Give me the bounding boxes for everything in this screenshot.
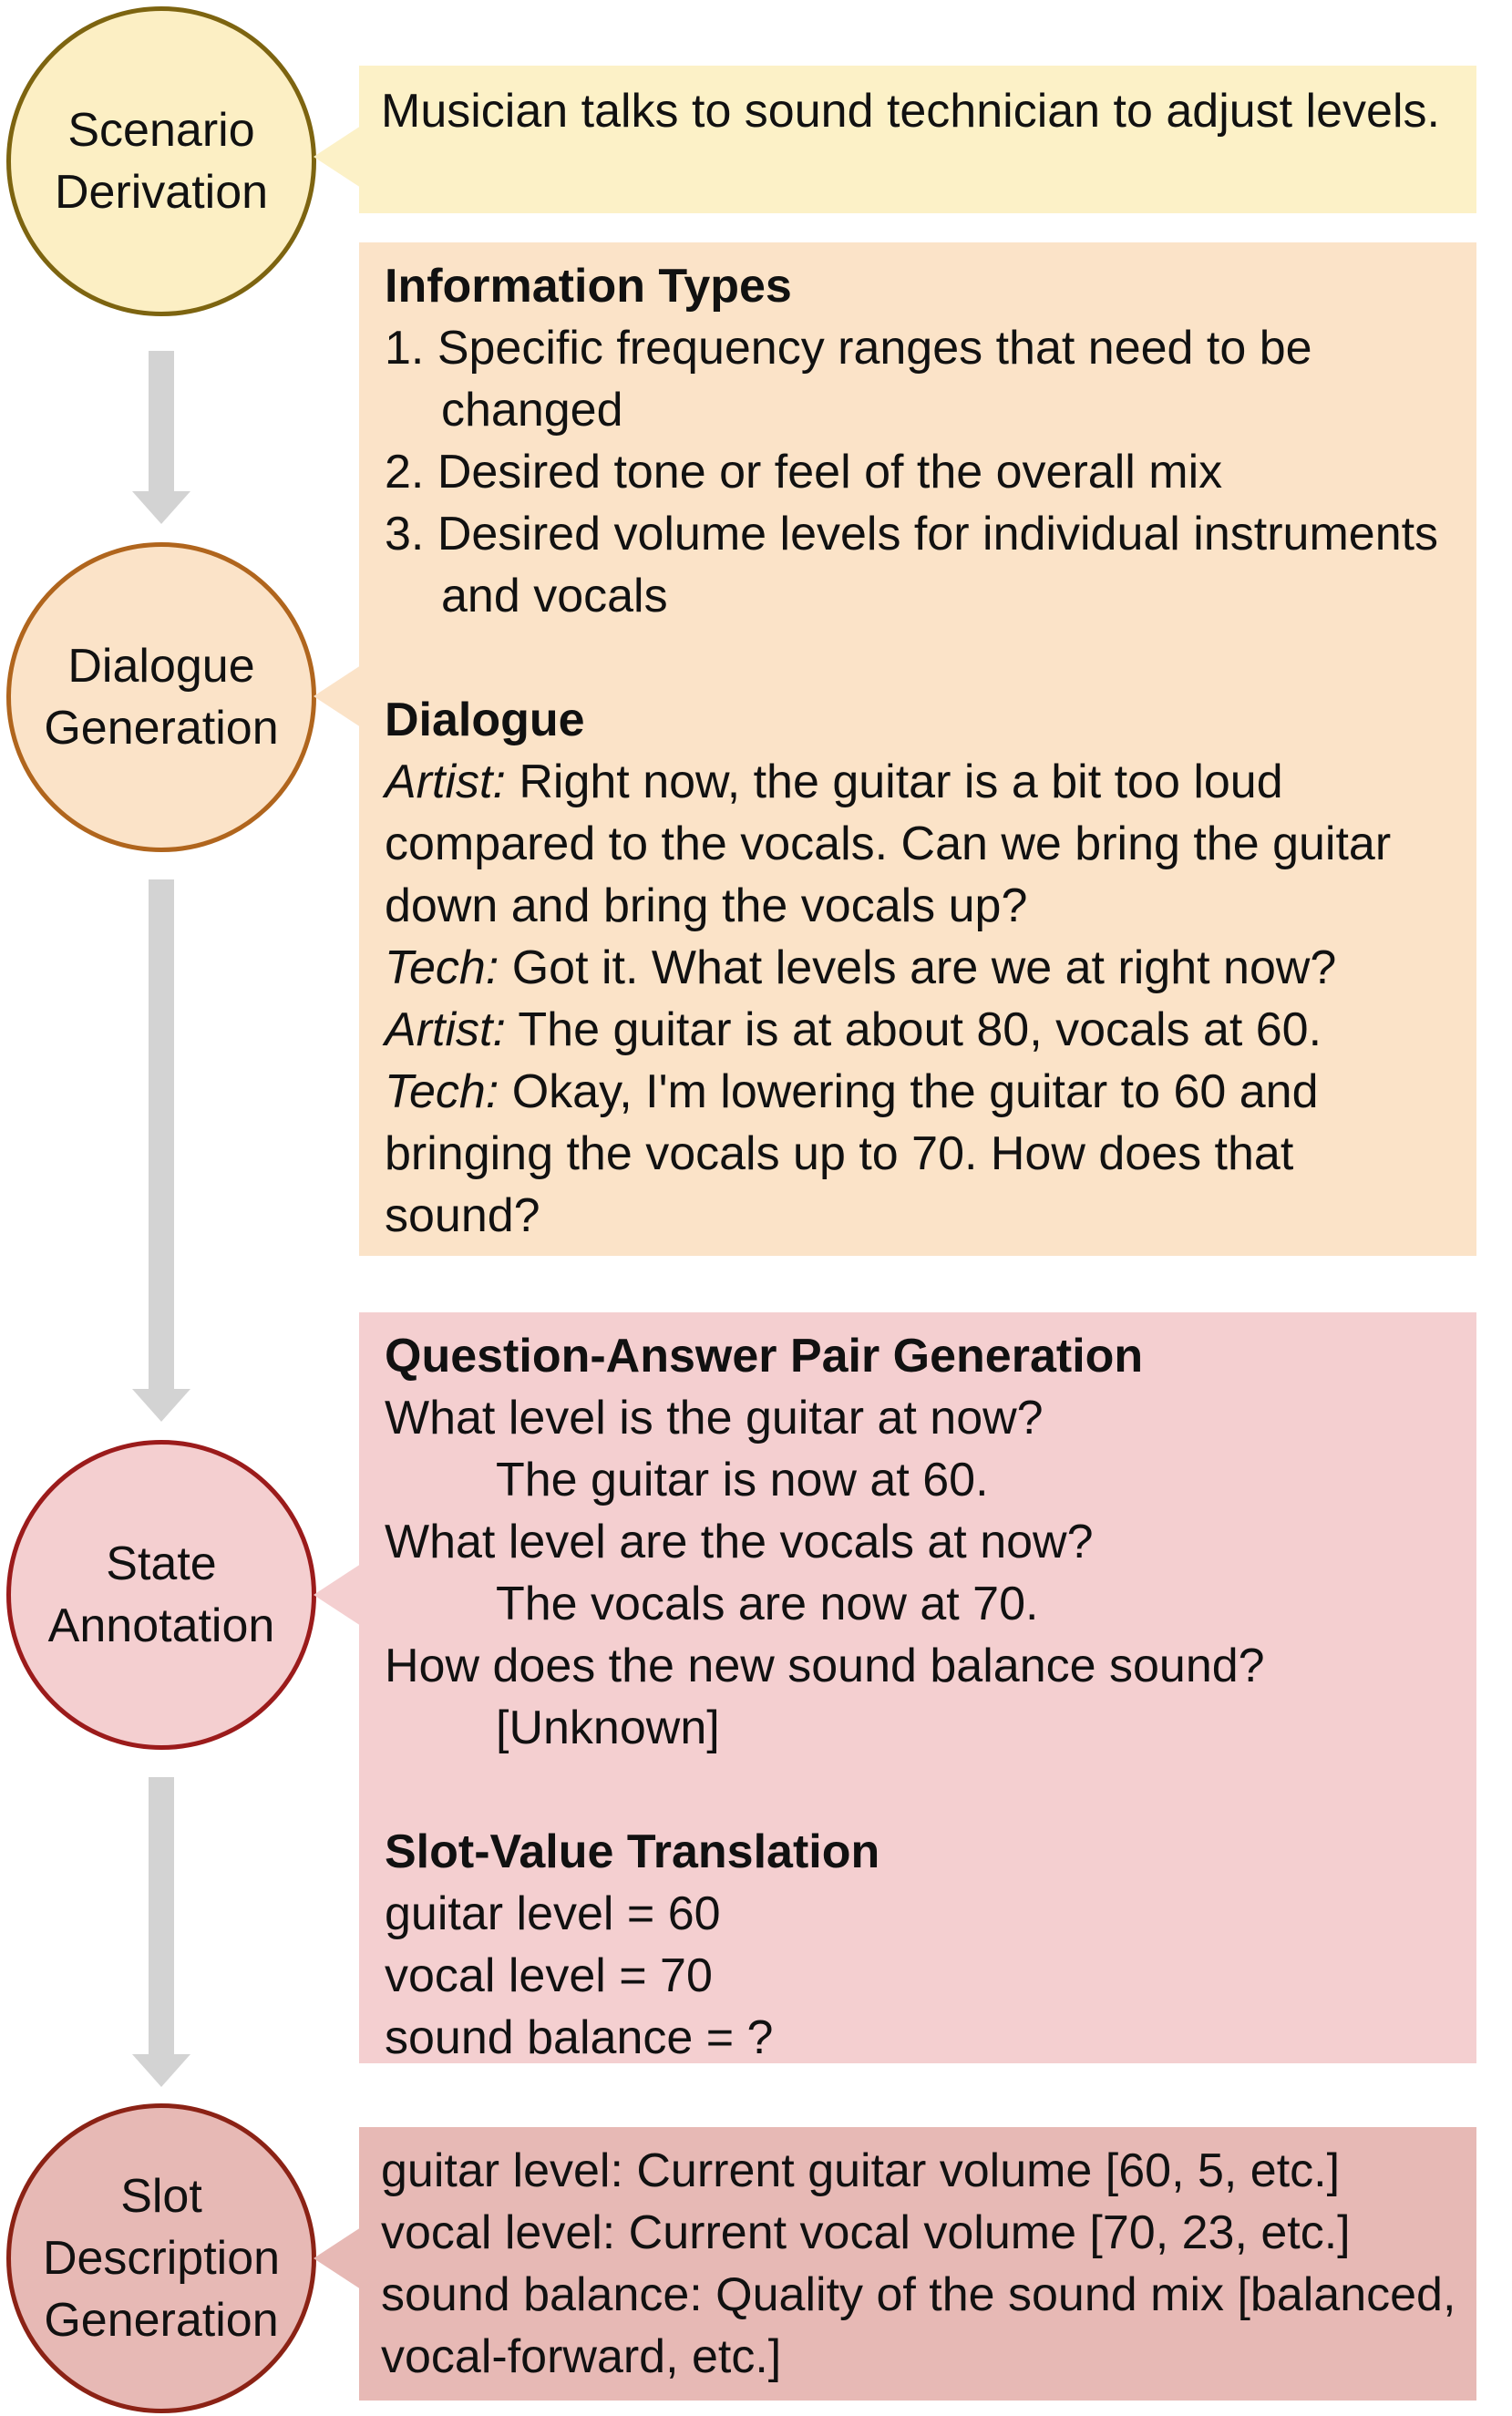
scenario-callout-tail	[314, 126, 361, 188]
qa-answer: The guitar is now at 60.	[496, 1454, 989, 1506]
slot-value: vocal level = 70	[385, 1949, 713, 2002]
step-scenario-derivation	[6, 6, 316, 316]
utterance: Okay, I'm lowering the guitar to 60 and bringing the vocals up to 70. How does that sound?	[385, 1065, 1319, 1242]
step-state-annotation	[6, 1440, 316, 1750]
utterance: The guitar is at about 80, vocals at 60.	[505, 1003, 1322, 1056]
arrow-shaft	[149, 351, 174, 493]
info-item: 1. Specific frequency ranges that need to be changed	[385, 322, 1312, 437]
dialogue-turn	[385, 999, 1456, 1061]
slot-description-box	[359, 2127, 1476, 2401]
scenario-text: Musician talks to sound technician to adjust levels.	[381, 85, 1440, 138]
dialogue-turn	[385, 751, 1456, 937]
info-item: 2. Desired tone or feel of the overall mix	[385, 446, 1223, 499]
qa-answer: [Unknown]	[496, 1701, 720, 1754]
scenario-box	[359, 66, 1476, 213]
information-types-heading: Information Types	[385, 260, 792, 313]
qa-answer: The vocals are now at 70.	[496, 1578, 1039, 1630]
slot-value-heading: Slot-Value Translation	[385, 1825, 880, 1878]
state-annotation-box	[359, 1312, 1476, 2063]
speaker-label: Artist:	[385, 756, 506, 808]
speaker-label: Tech:	[385, 1065, 499, 1118]
qa-question: How does the new sound balance sound?	[385, 1640, 1265, 1692]
utterance: Right now, the guitar is a bit too loud compared to the vocals. Can we bring the guitar down and bring the vocals up?	[385, 756, 1392, 932]
dialogue-turn	[385, 937, 1456, 999]
arrow-head	[132, 491, 190, 524]
dialogue-heading: Dialogue	[385, 694, 585, 746]
state-callout-tail	[314, 1564, 361, 1626]
info-item: 3. Desired volume levels for individual instruments and vocals	[385, 508, 1439, 622]
slot-description: vocal level: Current vocal volume [70, 23, etc.]	[381, 2206, 1351, 2259]
step-slot-description-generation	[6, 2103, 316, 2413]
slot-callout-tail	[314, 2227, 361, 2289]
step-label: State Annotation	[47, 1537, 275, 1652]
arrow-shaft	[149, 879, 174, 1391]
slot-value: guitar level = 60	[385, 1887, 721, 1940]
speaker-label: Artist:	[385, 1003, 506, 1056]
utterance: Got it. What levels are we at right now?	[499, 941, 1337, 994]
dialogue-turn	[385, 1061, 1456, 1247]
slot-description: guitar level: Current guitar volume [60, 5, etc.]	[381, 2144, 1341, 2197]
dialogue-box	[359, 242, 1476, 1256]
dialogue-callout-tail	[314, 665, 361, 727]
arrow-head	[132, 2054, 190, 2087]
slot-value: sound balance = ?	[385, 2011, 774, 2064]
step-label: Dialogue Generation	[44, 640, 279, 755]
arrow-shaft	[149, 1777, 174, 2056]
qa-heading: Question-Answer Pair Generation	[385, 1330, 1144, 1383]
qa-question: What level are the vocals at now?	[385, 1516, 1094, 1568]
arrow-head	[132, 1389, 190, 1422]
step-dialogue-generation	[6, 542, 316, 852]
step-label: Slot Description Generation	[42, 2170, 281, 2347]
step-label: Scenario Derivation	[54, 104, 269, 219]
speaker-label: Tech:	[385, 941, 499, 994]
slot-description: sound balance: Quality of the sound mix [balanced, vocal-forward, etc.]	[381, 2268, 1456, 2383]
qa-question: What level is the guitar at now?	[385, 1392, 1044, 1444]
